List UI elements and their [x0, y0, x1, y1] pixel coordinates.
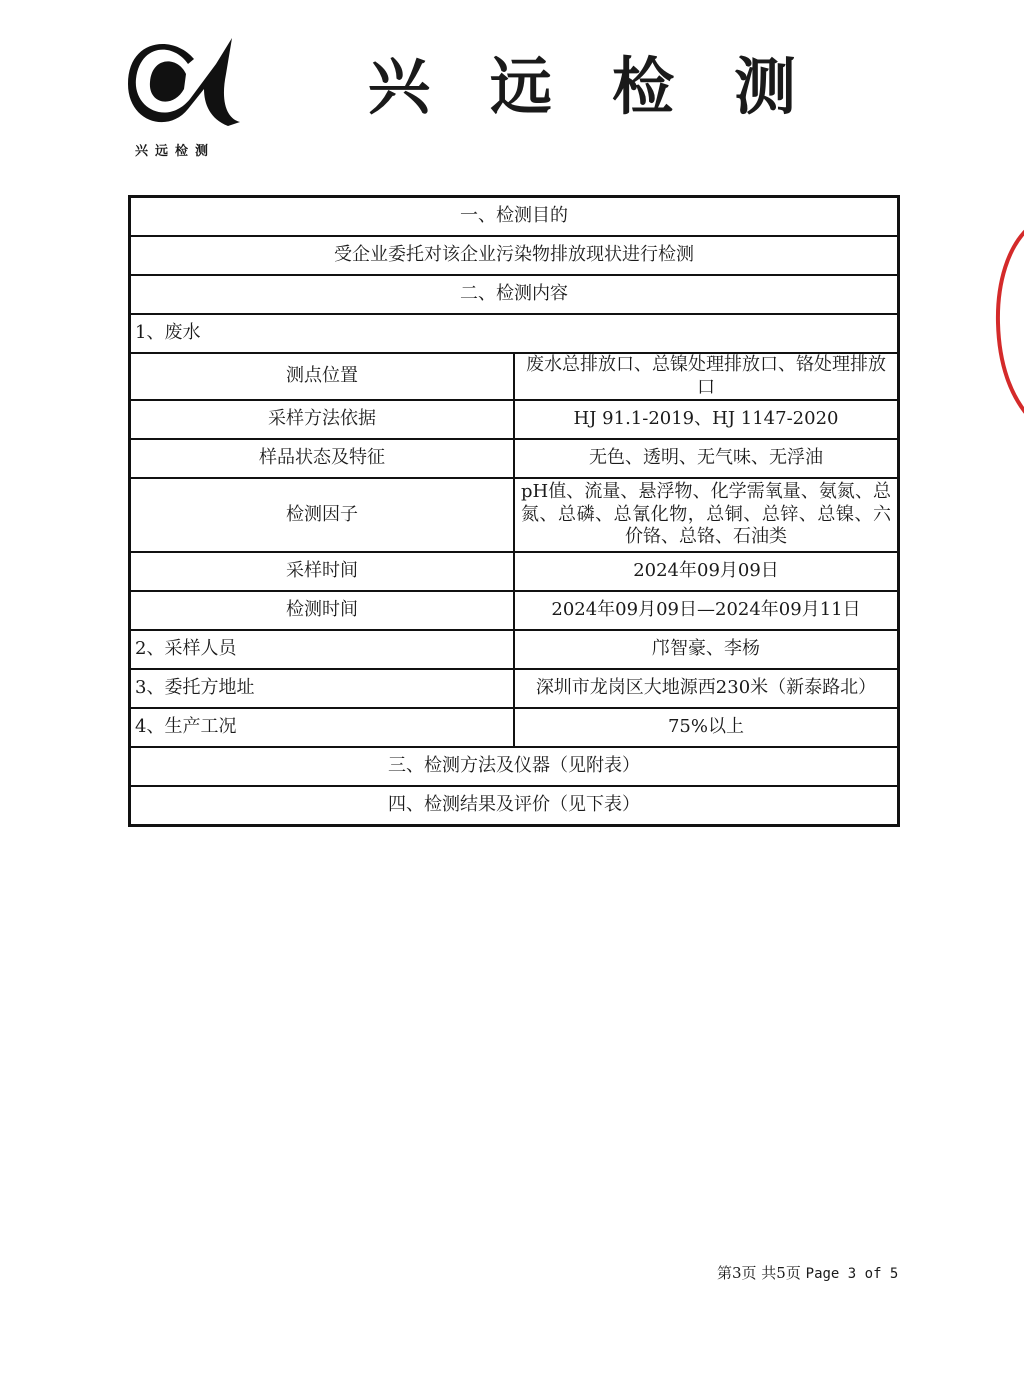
row-value: 2024年09月09日—2024年09月11日	[514, 591, 899, 630]
logo-caption: 兴远检测	[135, 144, 216, 159]
item-value: 邝智豪、李杨	[514, 630, 899, 669]
report-table	[128, 195, 900, 827]
table-row	[130, 552, 899, 591]
item-label: 2、采样人员	[130, 630, 515, 669]
row-label: 采样方法依据	[130, 400, 515, 439]
table-row	[130, 439, 899, 478]
section-heading-methods: 三、检测方法及仪器（见附表）	[130, 747, 899, 786]
logo-mark-icon	[128, 34, 244, 130]
page-number	[717, 1262, 898, 1283]
row-label: 测点位置	[130, 353, 515, 400]
table-row	[130, 630, 899, 669]
row-label: 样品状态及特征	[130, 439, 515, 478]
item-label: 3、委托方地址	[130, 669, 515, 708]
table-row	[130, 747, 899, 786]
table-row	[130, 786, 899, 826]
purpose-text: 受企业委托对该企业污染物排放现状进行检测	[130, 236, 899, 275]
red-seal-stamp	[992, 215, 1024, 430]
table-row	[130, 478, 899, 552]
row-value: 废水总排放口、总镍处理排放口、铬处理排放口	[514, 353, 899, 400]
section-heading-purpose: 一、检测目的	[130, 197, 899, 237]
row-value: pH值、流量、悬浮物、化学需氧量、氨氮、总氮、总磷、总氰化物，总铜、总锌、总镍、六价铬、总铬、石油类	[514, 478, 899, 552]
table-row	[130, 314, 899, 353]
table-row	[130, 353, 899, 400]
row-value: 无色、透明、无气味、无浮油	[514, 439, 899, 478]
section-heading-results: 四、检测结果及评价（见下表）	[130, 786, 899, 826]
table-row	[130, 400, 899, 439]
company-logo	[128, 34, 244, 130]
page-number-cn: 第3页 共5页	[717, 1264, 801, 1282]
page-number-en: Page 3 of 5	[805, 1266, 899, 1282]
item-value: 深圳市龙岗区大地源西230米（新泰路北）	[514, 669, 899, 708]
table-row	[130, 591, 899, 630]
table-row	[130, 197, 899, 237]
row-label: 检测时间	[130, 591, 515, 630]
row-label: 采样时间	[130, 552, 515, 591]
row-label: 检测因子	[130, 478, 515, 552]
seal-ring-icon	[992, 215, 1024, 430]
item-value: 75%以上	[514, 708, 899, 747]
table-row	[130, 275, 899, 314]
section-heading-content: 二、检测内容	[130, 275, 899, 314]
table-row	[130, 708, 899, 747]
item-label: 4、生产工况	[130, 708, 515, 747]
row-value: HJ 91.1-2019、HJ 1147-2020	[514, 400, 899, 439]
row-value: 2024年09月09日	[514, 552, 899, 591]
table-row	[130, 236, 899, 275]
table-row	[130, 669, 899, 708]
wastewater-heading: 1、废水	[130, 314, 899, 353]
company-title: 兴远检测	[368, 50, 857, 123]
